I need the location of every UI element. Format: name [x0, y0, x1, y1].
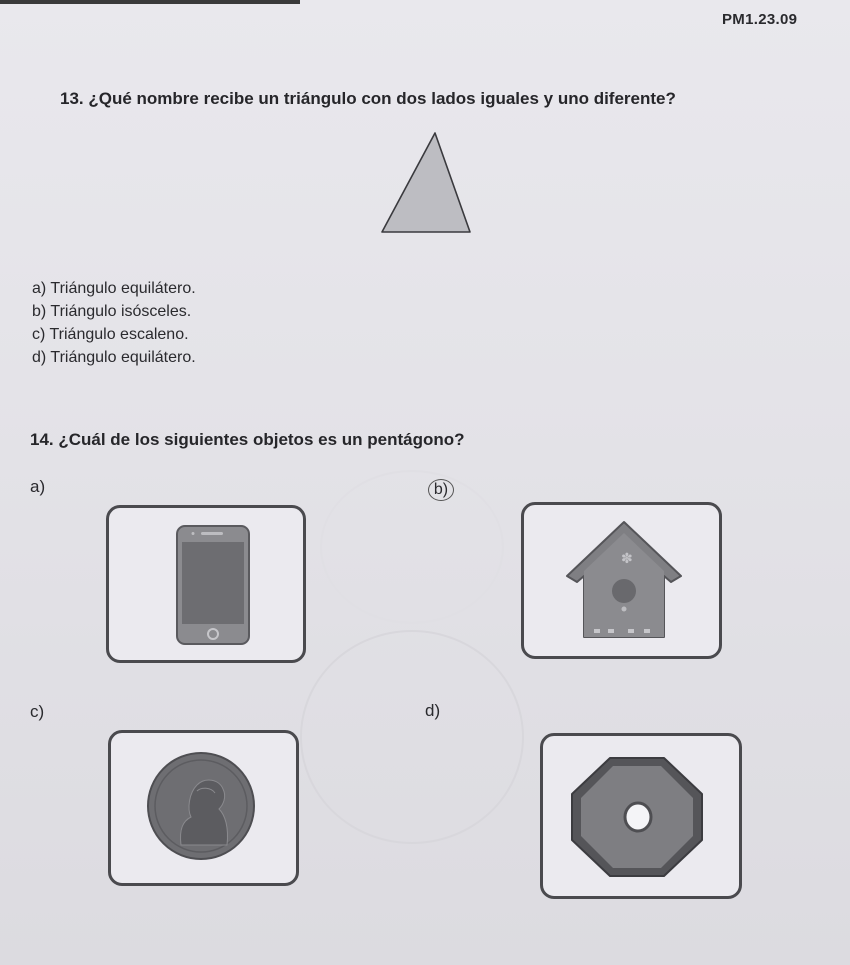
q14-option-b-label[interactable]: b): [428, 479, 454, 501]
q14-option-d-label[interactable]: d): [425, 701, 441, 720]
q14-option-c-label[interactable]: c): [30, 702, 45, 721]
penny-coin-icon: [111, 733, 296, 883]
smartphone-icon: [109, 508, 303, 660]
q14-option-d-card[interactable]: [540, 733, 742, 899]
svg-text:✽: ✽: [621, 551, 633, 567]
page-code: PM1.23.09: [722, 11, 798, 28]
birdhouse-icon: [524, 505, 719, 656]
q13-option-a[interactable]: a) Triángulo equilátero.: [32, 280, 196, 297]
question-14: 14. ¿Cuál de los siguientes objetos es un pentágono?: [30, 430, 465, 449]
background-circle: [320, 470, 504, 624]
q13-option-d[interactable]: d) Triángulo equilátero.: [32, 349, 196, 366]
question-13: 13. ¿Qué nombre recibe un triángulo con dos lados iguales y uno diferente?: [60, 89, 676, 108]
page-top-edge: [0, 0, 300, 4]
q14-option-a-label[interactable]: a): [30, 477, 46, 496]
isosceles-triangle-figure: [380, 130, 472, 234]
q13-option-c[interactable]: c) Triángulo escaleno.: [32, 326, 189, 343]
q14-option-c-card[interactable]: [108, 730, 299, 886]
octagon-washer-icon: [543, 736, 739, 896]
q14-option-a-card[interactable]: [106, 505, 306, 663]
q14-option-b-card[interactable]: [521, 502, 722, 659]
q13-options: [32, 277, 196, 369]
q13-option-b[interactable]: b) Triángulo isósceles.: [32, 303, 192, 320]
background-circle: [300, 630, 524, 844]
